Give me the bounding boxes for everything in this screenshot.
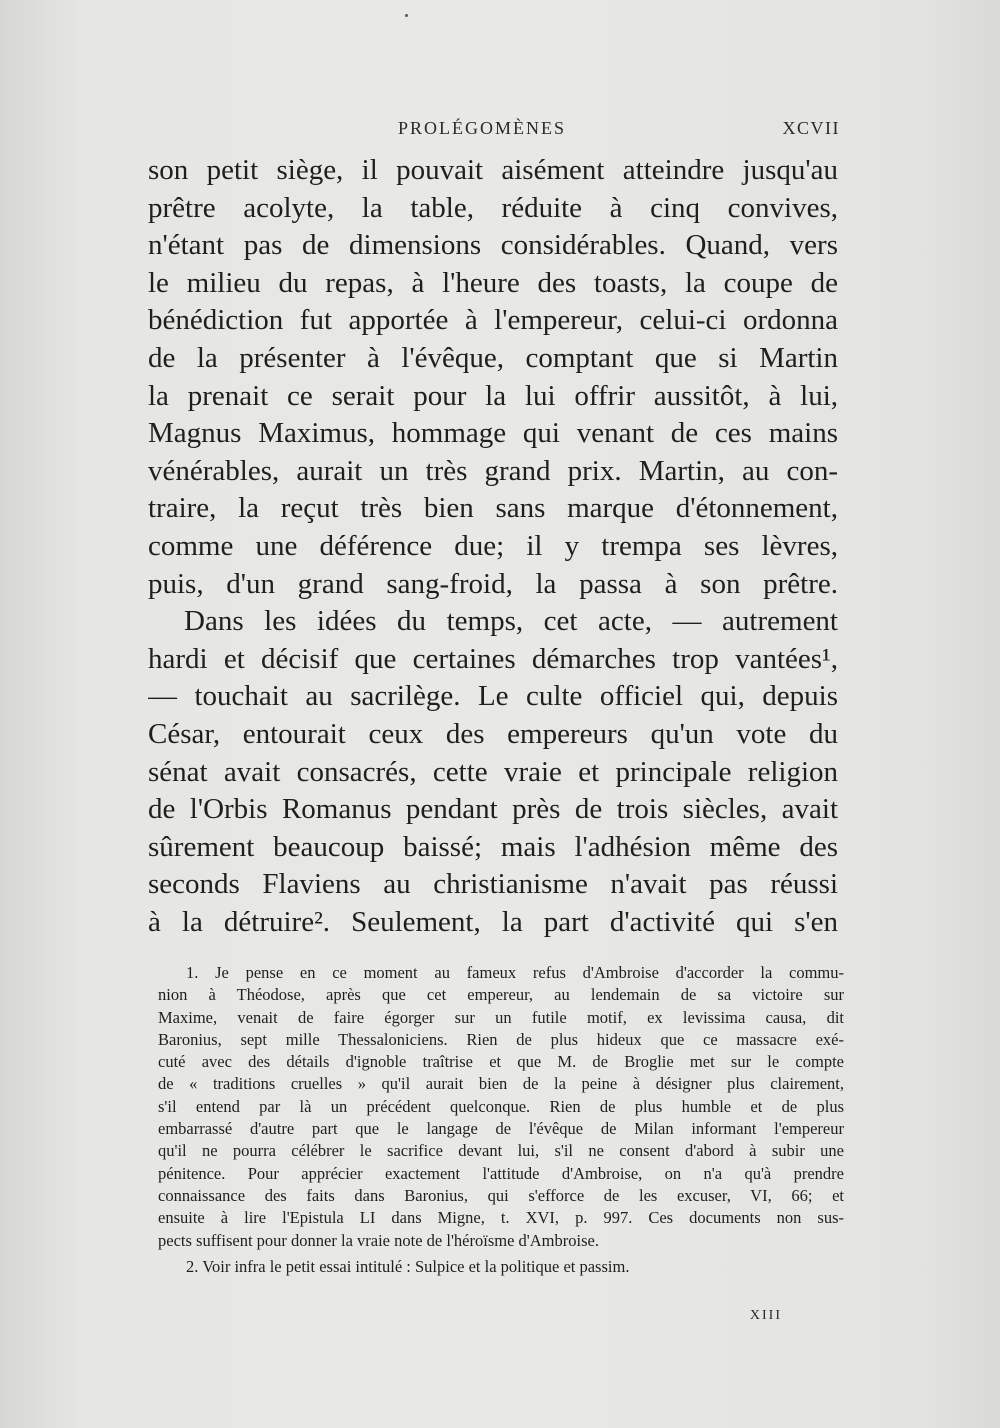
body-line: traire, la reçut très bien sans marque d'étonnement,: [148, 492, 838, 525]
footnote-line: de « traditions cruelles » qu'il aurait bien de la peine à désigner plus clairement,: [158, 1074, 844, 1094]
footnote-line: Baronius, sept mille Thessaloniciens. Rien de plus hideux que ce massacre exé-: [158, 1029, 844, 1049]
body-line: bénédiction fut apportée à l'empereur, celui-ci ordonna: [148, 304, 838, 337]
body-line: — touchait au sacrilège. Le culte officiel qui, depuis: [148, 680, 838, 713]
footnote-line: Maxime, venait de faire égorger sur un futile motif, ex levissima causa, dit: [158, 1007, 844, 1027]
body-line: n'étant pas de dimensions considérables. Quand, vers: [148, 229, 838, 262]
footnote-line: ensuite à lire l'Epistula LI dans Migne, t. XVI, p. 997. Ces documents non sus-: [158, 1208, 844, 1228]
body-line: vénérables, aurait un très grand prix. Martin, au con-: [148, 454, 838, 487]
running-head-title: PROLÉGOMÈNES: [398, 118, 567, 138]
footnote-line: connaissance des faits dans Baronius, qui s'efforce de les excuser, VI, 66; et: [158, 1185, 844, 1205]
body-line: César, entourait ceux des empereurs qu'un vote du: [148, 717, 838, 750]
body-line: prêtre acolyte, la table, réduite à cinq convives,: [148, 191, 838, 224]
running-head: [150, 118, 840, 142]
body-line: sénat avait consacrés, cette vraie et principale religion: [148, 755, 838, 788]
footnote-line: pénitence. Pour apprécier exactement l'attitude d'Ambroise, on n'a qu'à prendre: [158, 1163, 844, 1183]
footnote-line: s'il entend par là un précédent quelconque. Rien de plus humble et de plus: [158, 1096, 844, 1116]
body-line: le milieu du repas, à l'heure des toasts, la coupe de: [148, 266, 838, 299]
body-text: [148, 152, 838, 941]
body-line: sûrement beaucoup baissé; mais l'adhésion même des: [148, 830, 838, 863]
body-line: comme une déférence due; il y trempa ses lèvres,: [148, 529, 838, 562]
body-line: la prenait ce serait pour la lui offrir aussitôt, à lui,: [148, 379, 838, 412]
footnote-line: nion à Théodose, après que cet empereur, au lendemain de sa victoire sur: [158, 985, 844, 1005]
body-line: seconds Flaviens au christianisme n'avait pas réussi: [148, 868, 838, 901]
footnote-line: cuté avec des détails d'ignoble traîtrise et que M. de Broglie met sur le compte: [158, 1052, 844, 1072]
body-line: Magnus Maximus, hommage qui venant de ces mains: [148, 417, 838, 450]
footnote-line: qu'il ne pourra célébrer le sacrifice devant lui, s'il ne consent d'abord à subir une: [158, 1141, 844, 1161]
footnote-line: 1. Je pense en ce moment au fameux refus d'Ambroise d'accorder la commu-: [186, 963, 844, 982]
body-line: hardi et décisif que certaines démarches trop vantées¹,: [148, 642, 838, 675]
speck-mark: [405, 14, 408, 17]
body-line: de l'Orbis Romanus pendant près de trois siècles, avait: [148, 793, 838, 826]
body-line-paragraph-start: Dans les idées du temps, cet acte, — autrement: [184, 605, 838, 638]
body-line: de la présenter à l'évêque, comptant que si Martin: [148, 341, 838, 374]
footnote-line: embarrassé d'autre part que le langage de l'évêque de Milan informant l'empereur: [158, 1119, 844, 1139]
page-number: XCVII: [782, 118, 840, 138]
signature-mark: XIII: [749, 1308, 782, 1323]
body-line: son petit siège, il pouvait aisément atteindre jusqu'au: [148, 154, 838, 186]
footnote-line: 2. Voir infra le petit essai intitulé : Sulpice et la politique et passim.: [186, 1256, 630, 1276]
body-line: à la détruire². Seulement, la part d'activité qui s'en: [148, 905, 838, 938]
body-line: puis, d'un grand sang-froid, la passa à son prêtre.: [148, 567, 838, 600]
footnotes: [158, 962, 844, 1278]
footnote-line: pects suffisent pour donner la vraie note de l'héroïsme d'Ambroise.: [158, 1230, 599, 1250]
